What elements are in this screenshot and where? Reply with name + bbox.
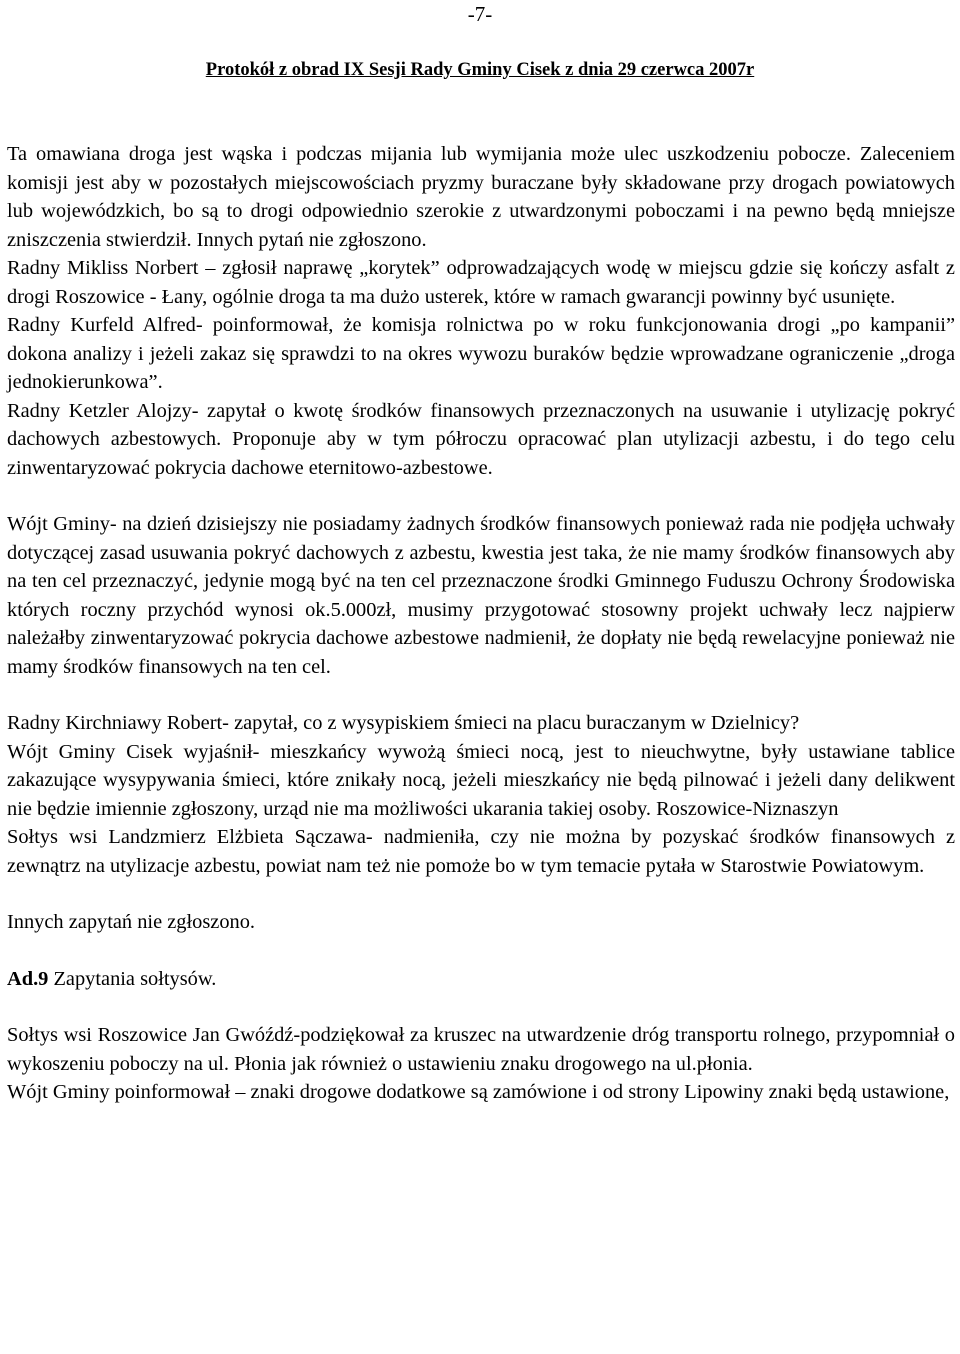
paragraph-spacer [7,482,955,510]
document-title: Protokół z obrad IX Sesji Rady Gminy Cisek z dnia 29 czerwca 2007r [205,60,755,80]
paragraph: Sołtys wsi Landzmierz Elżbieta Sączawa- nadmieniła, czy nie można by pozyskać środków finansowych z zewnątrz na utylizacje azbestu, powiat nam też nie pomoże bo w tym temacie pytała w Starostwie Powiatowym. [7,826,955,877]
page-number: -7- [467,2,493,26]
paragraph-spacer [7,937,955,965]
paragraph: Sołtys wsi Roszowice Jan Gwóźdź-podziękował za kruszec na utwardzenie dróg transportu rolnego, przypomniał o wykoszeniu poboczy na ul. Płonia jak również o ustawieniu znaku drogowego na ul.płonia. [7,1024,955,1075]
paragraph: Ta omawiana droga jest wąska i podczas mijania lub wymijania może ulec uszkodzeniu pobocze. Zaleceniem komisji jest aby w pozostałych miejscowościach pryzmy buraczane były składowane przy drogach powiatowych lub wojewódzkich, bo są to drogi odpowiednio szerokie z utwardzonymi poboczami i na pewno będą mniejsze zniszczenia stwierdził. Innych pytań nie zgłoszono. [7,143,955,251]
paragraph: Radny Ketzler Alojzy- zapytał o kwotę środków finansowych przeznaczonych na usuwanie i utylizację pokryć dachowych azbestowych. Proponuje aby w tym półroczu opracować plan utylizacji azbestu, i do tego celu zinwentaryzować pokrycia dachowe eternitowo-azbestowe. [7,399,955,479]
section-heading-text: Zapytania sołtysów. [48,967,217,990]
paragraph: Radny Kurfeld Alfred- poinformował, że komisja rolnictwa po w roku funkcjonowania drogi „po kampanii” dokona analizy i jeżeli zakaz się sprawdzi to na okres wywozu buraków będzie wprowadzane ograniczenie „droga jednokierunkowa”. [7,314,955,393]
paragraph-spacer [7,993,955,1021]
paragraph-spacer [7,681,955,709]
paragraph: Wójt Gminy- na dzień dzisiejszy nie posiadamy żadnych środków finansowych ponieważ rada nie podjęła uchwały dotyczącej zasad usuwania pokryć dachowych z azbestu, kwestia jest taka, że nie mamy środków finansowych aby na ten cel przeznaczyć, jedynie mogą być na ten cel przeznaczone środki Gminnego Fuduszu Ochrony Środowiska których roczny przychód wynosi ok.5.000zł, musimy przygotować stosowny projekt uchwały lecz najpierw należałby zinwentaryzować pokrycia dachowe azbestowe nadmienił, że dopłaty nie będą rewelacyjne ponieważ nie mamy środków finansowych na ten cel. [7,513,955,678]
paragraph: Radny Kirchniawy Robert- zapytał, co z wysypiskiem śmieci na placu buraczanym w Dzielnicy? [7,712,800,734]
paragraph: Wójt Gminy Cisek wyjaśnił- mieszkańcy wywożą śmieci nocą, jest to nieuchwytne, były ustawiane tablice zakazujące wysypywania śmieci, które znikały nocą, jeżeli mieszkańcy nie będą pilnować i jeżeli dany delikwent nie będzie imiennie zgłoszony, urząd nie ma możliwości ukarania takiej osoby. Roszowice-Niznaszyn [7,740,955,820]
paragraph: Innych zapytań nie zgłoszono. [7,911,256,933]
section-heading [7,965,955,994]
paragraph: Wójt Gminy poinformował – znaki drogowe dodatkowe są zamówione i od strony Lipowiny znaki będą ustawione, [7,1081,950,1103]
section-label: Ad.9 [7,967,49,990]
paragraph-spacer [7,880,955,908]
document-body [7,140,955,1107]
paragraph: Radny Mikliss Norbert – zgłosił naprawę „korytek” odprowadzających wodę w miejscu gdzie się kończy asfalt z drogi Roszowice - Łany, ogólnie droga ta ma dużo usterek, które w ramach gwarancji powinny być usunięte. [7,257,955,308]
